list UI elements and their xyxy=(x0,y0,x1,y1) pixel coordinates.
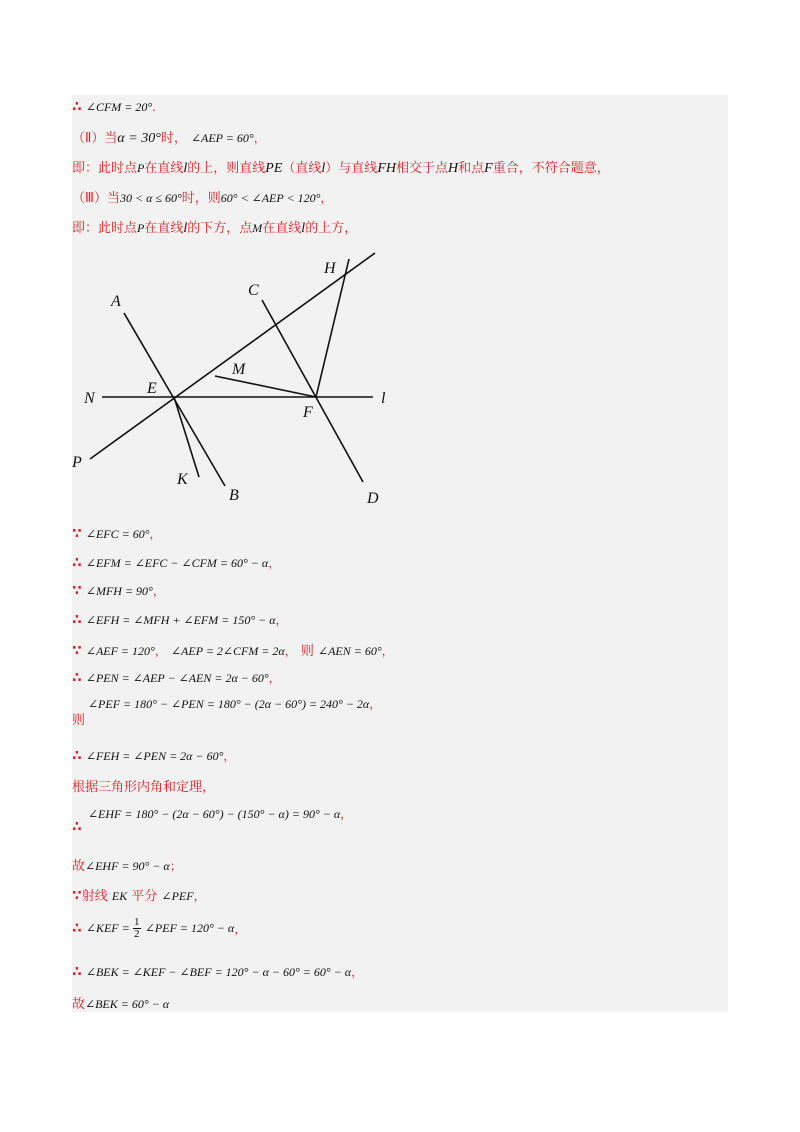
line-5: 即：此时点P在直线l的下方，点M在直线l的上方， xyxy=(72,221,358,236)
step-14: ∴ ∠BEK = ∠KEF − ∠BEF = 120° − α − 60° = 60° − α， xyxy=(72,964,364,980)
label-E: E xyxy=(147,380,157,397)
geometry-figure xyxy=(72,245,402,515)
label-M: M xyxy=(232,361,246,378)
ray-FM xyxy=(215,376,316,397)
label-K: K xyxy=(177,471,188,488)
label-F: F xyxy=(303,404,313,421)
line-2: （Ⅱ）当α = 30°时， ∠AEP = 60°， xyxy=(72,131,266,146)
step-8: ∴ ∠FEH = ∠PEN = 2α − 60°， xyxy=(72,748,236,764)
step-12: ∵射线 EK 平分 ∠PEF， xyxy=(72,888,206,904)
ray-EK xyxy=(174,397,199,477)
fraction: $\frac{1}{2}$ xyxy=(133,916,140,940)
label-A: A xyxy=(111,293,121,310)
label-l: l xyxy=(381,390,386,407)
step-1: ∵ ∠EFC = 60°， xyxy=(72,526,162,542)
solution-panel: ∴ ∠CFM = 20°. （Ⅱ）当α = 30°时， ∠AEP = 60°， 即：此时点P在直线l的上，则直线PE（直线l）与直线FH相交于点H和点F重合，不符合题意， （Ⅲ）当30 < α ≤ 60°时，则60° < ∠AEP < 120°， 即：此时点P在直线l的下方，点M在直线l的上方， A B C D E F H K M N P l ∵ ∠EFC = 60°， ∴ ∠EFM = ∠EFC − ∠CFM = 60° − α， ∵ ∠MFH = 90°， ∴ ∠EFH = ∠MFH + ∠EFM = 150° − α， ∵ ∠AEF = 120°， ∠AEP = 2∠CFM = 2α， 则 ∠AEN = 60°， ∴ ∠PEN = ∠AEP − ∠AEN = 2α − 60°， ∠PEF = 180° − ∠PEN = 180° − (2α − 60°) = 240° − 2α， 则 ∴ ∠FEH = ∠PEN = 2α − 60°， 根据三角形内角和定理， ∠EHF = 180° − (2α − 60°) − (150° − α) = 90° − α， ∴ 故∠EHF = 90° − α； ∵射线 EK 平分 ∠PEF， ∴ ∠KEF = $\frac{1}{2}$ ∠PEF = 120° − α， ∴ ∠BEK = ∠KEF − ∠BEF = 120° − α − 60° = 60° − α， 故∠BEK = 60° − α xyxy=(72,95,728,1012)
step-13: ∴ ∠KEF = $\frac{1}{2}$ ∠PEF = 120° − α， xyxy=(72,916,247,940)
label-B: B xyxy=(229,487,239,504)
step-11: 故∠EHF = 90° − α； xyxy=(72,859,182,874)
ray-FH xyxy=(316,259,349,397)
step-6: ∴ ∠PEN = ∠AEP − ∠AEN = 2α − 60°， xyxy=(72,670,281,686)
step-9: 根据三角形内角和定理， xyxy=(72,780,216,795)
step-3: ∵ ∠MFH = 90°， xyxy=(72,583,165,599)
step-2: ∴ ∠EFM = ∠EFC − ∠CFM = 60° − α， xyxy=(72,555,281,571)
line-3: 即：此时点P在直线l的上，则直线PE（直线l）与直线FH相交于点H和点F重合，不符合题意， xyxy=(72,161,610,176)
line-1: ∴ ∠CFM = 20°. xyxy=(72,99,156,115)
line-4: （Ⅲ）当30 < α ≤ 60°时，则60° < ∠AEP < 120°， xyxy=(72,191,333,206)
step-5: ∵ ∠AEF = 120°， ∠AEP = 2∠CFM = 2α， 则 ∠AEN = 60°， xyxy=(72,643,394,659)
step-15: 故∠BEK = 60° − α xyxy=(72,997,170,1012)
step-4: ∴ ∠EFH = ∠MFH + ∠EFM = 150° − α， xyxy=(72,612,288,628)
label-N: N xyxy=(84,390,95,407)
label-H: H xyxy=(324,260,336,277)
label-C: C xyxy=(248,282,259,299)
line-CD xyxy=(262,300,363,482)
label-P: P xyxy=(72,454,82,471)
label-D: D xyxy=(367,490,379,507)
